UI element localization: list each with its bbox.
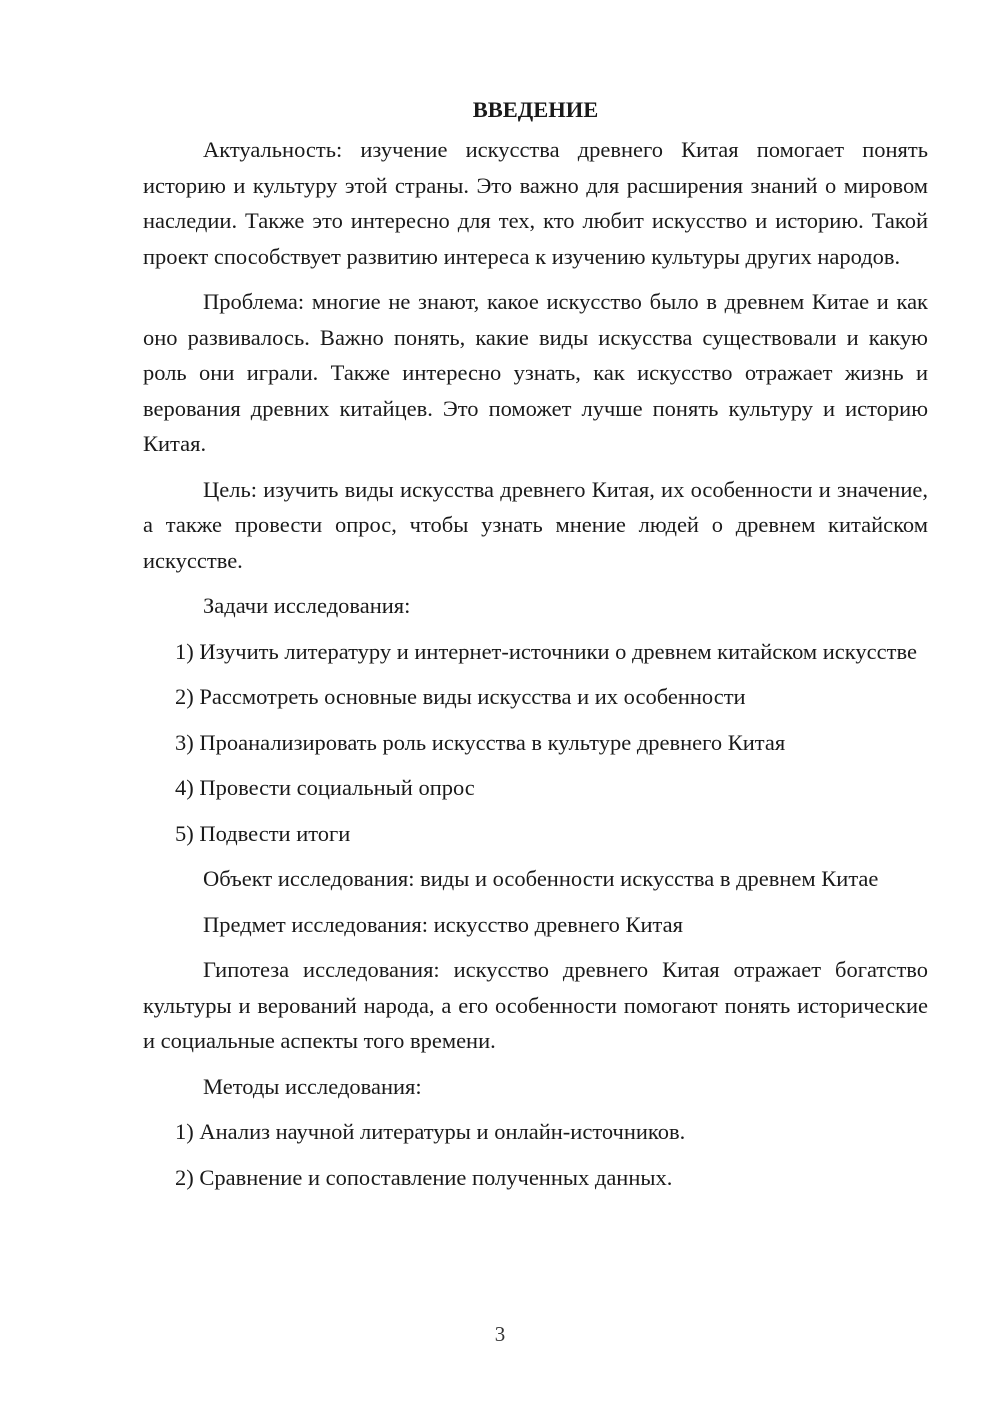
problem-paragraph: Проблема: многие не знают, какое искусство было в древнем Китае и как оно развивалось. Важно понять, какие виды искусства существовали и какую роль они играли. Также интересно узнать, как искусство отражает жизнь и верования древних китайцев. Это поможет лучше понять культуру и историю Китая.: [143, 289, 928, 456]
methods-heading: Методы исследования:: [203, 1073, 422, 1099]
page-number: 3: [494, 1322, 506, 1346]
task-item: 3) Проанализировать роль искусства в культуре древнего Китая: [175, 729, 786, 755]
relevance-paragraph: Актуальность: изучение искусства древнего Китая помогает понять историю и культуру этой страны. Это важно для расширения знаний о мировом наследии. Также это интересно для тех, кто любит искусство и историю. Такой проект способствует развитию интереса к изучению культуры других народов.: [143, 137, 928, 269]
task-item: 5) Подвести итоги: [175, 820, 351, 846]
methods-list: [143, 1114, 928, 1195]
object-paragraph: Объект исследования: виды и особенности искусства в древнем Китае: [203, 866, 879, 891]
method-item: 1) Анализ научной литературы и онлайн-источников.: [175, 1119, 686, 1144]
document-page: [143, 92, 928, 1205]
task-item: 1) Изучить литературу и интернет-источники о древнем китайском искусстве: [175, 638, 917, 664]
goal-paragraph: Цель: изучить виды искусства древнего Китая, их особенности и значение, а также провести опрос, чтобы узнать мнение людей о древнем китайском искусстве.: [143, 476, 928, 573]
task-item: 4) Провести социальный опрос: [175, 775, 475, 800]
subject-paragraph: Предмет исследования: искусство древнего Китая: [203, 911, 683, 937]
tasks-heading: Задачи исследования:: [203, 593, 411, 618]
section-title: ВВЕДЕНИЕ: [472, 97, 599, 122]
method-item: 2) Сравнение и сопоставление полученных данных.: [175, 1164, 673, 1190]
tasks-list: [143, 634, 928, 852]
hypothesis-paragraph: Гипотеза исследования: искусство древнего Китая отражает богатство культуры и верований народа, а его особенности помогают понять исторические и социальные аспекты того времени.: [143, 957, 928, 1053]
task-item: 2) Рассмотреть основные виды искусства и их особенности: [175, 684, 746, 709]
